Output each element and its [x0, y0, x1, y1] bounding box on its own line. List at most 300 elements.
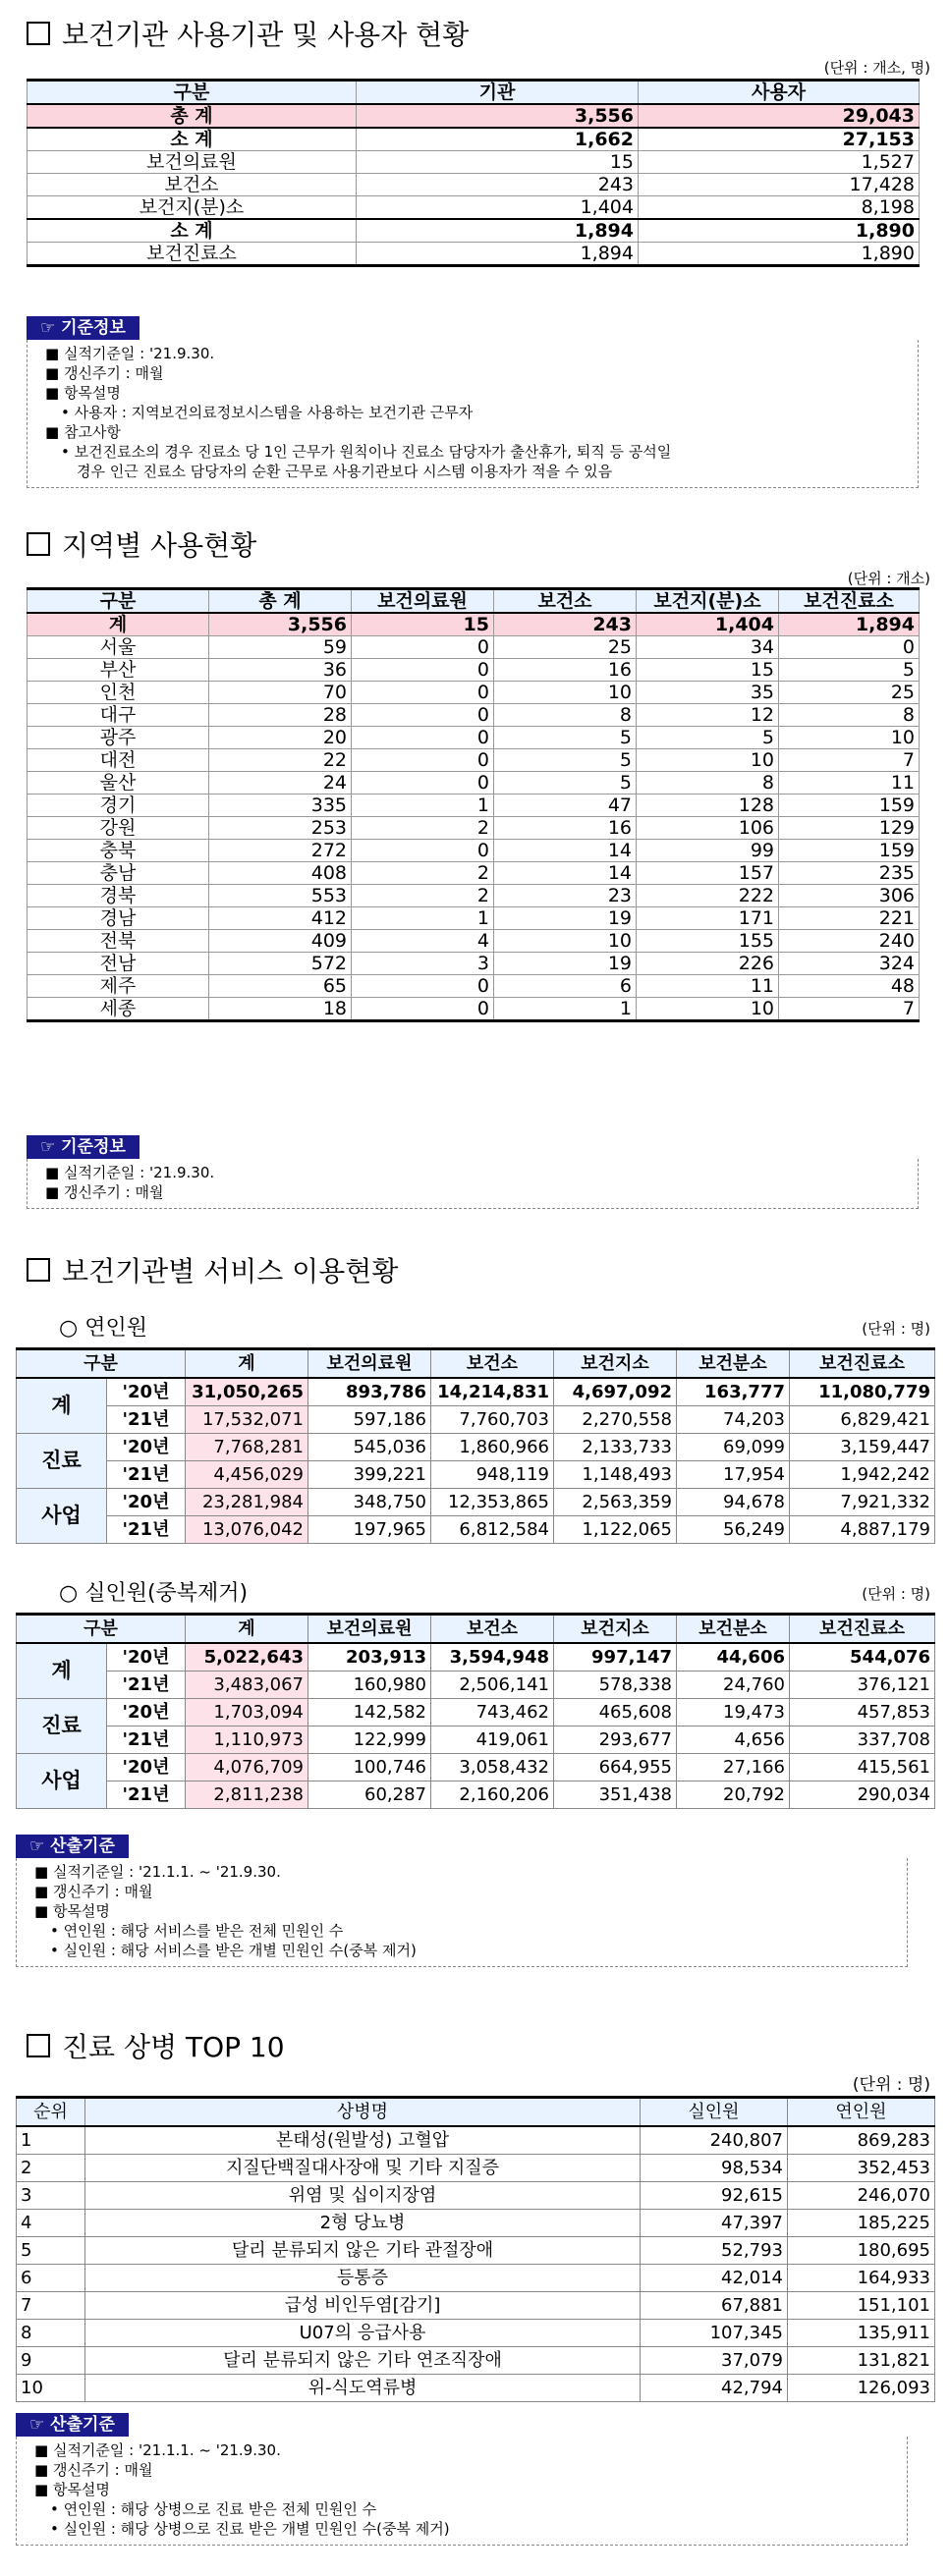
- info-tag: ☞ 기준정보: [27, 316, 140, 340]
- table-cell: 10: [494, 682, 637, 704]
- table-cell: 10: [637, 998, 779, 1021]
- table-cell: 3,483,067: [186, 1672, 308, 1699]
- bullet-icon: •: [50, 2520, 64, 2538]
- table-cell: 1,122,065: [554, 1516, 677, 1544]
- table-cell: 5: [494, 772, 637, 795]
- table-cell: 5: [494, 727, 637, 749]
- table-row: [28, 862, 920, 885]
- info-text: 보건진료소의 경우 진료소 당 1인 근무가 원칙이나 진료소 담당자가 출산휴가, 퇴직 등 공석일: [74, 443, 672, 461]
- table-cell: 74,203: [677, 1406, 790, 1434]
- table-cell: 409: [209, 930, 352, 953]
- disease-name: 위-식도역류병: [85, 2375, 641, 2402]
- table-cell: 34: [637, 636, 779, 659]
- table-cell: 185,225: [788, 2210, 935, 2237]
- table-cell: 376,121: [790, 1672, 935, 1699]
- rank-cell: 7: [17, 2292, 85, 2320]
- info-line: [45, 363, 900, 383]
- table-cell: 222: [637, 885, 779, 907]
- table-cell: 1: [494, 998, 637, 1021]
- column-header: 보건지소: [554, 1615, 677, 1644]
- table-row: [28, 885, 920, 907]
- table-cell: 335: [209, 795, 352, 817]
- table-cell: 1,662: [357, 128, 639, 151]
- info-text: 항목설명: [52, 2481, 110, 2498]
- column-header: 구분: [28, 589, 209, 614]
- table-cell: 17,954: [677, 1461, 790, 1489]
- year-label: '20년: [107, 1699, 186, 1726]
- row-label: 소 계: [28, 128, 357, 151]
- table-cell: 3,556: [357, 104, 639, 128]
- row-label: 서울: [28, 636, 209, 659]
- column-header: 보건지소: [554, 1349, 677, 1379]
- table-cell: 160,980: [308, 1672, 431, 1699]
- table-row: [17, 1378, 935, 1406]
- row-label: 총 계: [28, 104, 357, 128]
- table-cell: 12,353,865: [431, 1489, 554, 1516]
- table-cell: 0: [352, 998, 494, 1021]
- table-cell: 226: [637, 953, 779, 975]
- table-cell: 23,281,984: [186, 1489, 308, 1516]
- info-line: [45, 442, 900, 462]
- rank-cell: 5: [17, 2237, 85, 2265]
- column-header: 보건소: [431, 1349, 554, 1379]
- table-row: [28, 174, 920, 196]
- column-header: 구분: [17, 1349, 186, 1379]
- s4-unit: (단위 : 명): [852, 2075, 930, 2095]
- column-header: 연인원: [788, 2098, 935, 2127]
- column-header: 보건소: [431, 1615, 554, 1644]
- s1-table-wrap: [27, 79, 919, 267]
- row-label: 전북: [28, 930, 209, 953]
- table-cell: 13,076,042: [186, 1516, 308, 1544]
- s3-b-unit: (단위 : 명): [862, 1585, 930, 1603]
- table-cell: 7: [779, 998, 920, 1021]
- info-text: 실적기준일 : '21.1.1. ~ '21.9.30.: [52, 2441, 281, 2459]
- row-label: 강원: [28, 817, 209, 840]
- table-cell: 48: [779, 975, 920, 998]
- table-cell: 92,615: [641, 2182, 788, 2210]
- square-icon: [27, 22, 50, 45]
- table-cell: 545,036: [308, 1434, 431, 1461]
- table-row: [28, 196, 920, 220]
- table-cell: 0: [352, 682, 494, 704]
- table-cell: 5: [637, 727, 779, 749]
- table-cell: 8,198: [639, 196, 920, 220]
- table-cell: 29,043: [639, 104, 920, 128]
- info-line: [34, 1882, 889, 1901]
- table-cell: 3,594,948: [431, 1643, 554, 1672]
- table-row: [17, 2237, 935, 2265]
- disease-name: 달리 분류되지 않은 기타 연조직장애: [85, 2347, 641, 2375]
- year-label: '20년: [107, 1643, 186, 1672]
- s3-b-title: ○ 실인원(중복제거): [59, 1581, 249, 1606]
- row-label: 보건진료소: [28, 243, 357, 266]
- table-cell: 306: [779, 885, 920, 907]
- bullet-icon: ■: [45, 364, 64, 382]
- table-cell: 42,794: [641, 2375, 788, 2402]
- table-row: [28, 998, 920, 1021]
- info-text: 갱신주기 : 매월: [52, 2461, 153, 2479]
- table-row: [28, 219, 920, 243]
- table-cell: 0: [352, 636, 494, 659]
- table-cell: 12: [637, 704, 779, 727]
- table-cell: 14: [494, 840, 637, 862]
- table-cell: 36: [209, 659, 352, 682]
- table-cell: 14: [494, 862, 637, 885]
- table-row: [28, 975, 920, 998]
- year-label: '21년: [107, 1406, 186, 1434]
- table-cell: 67,881: [641, 2292, 788, 2320]
- info-line: [45, 403, 900, 422]
- bullet-icon: ■: [34, 1883, 53, 1900]
- table-cell: 408: [209, 862, 352, 885]
- table-cell: 197,965: [308, 1516, 431, 1544]
- table-cell: 246,070: [788, 2182, 935, 2210]
- table-cell: 2,160,206: [431, 1781, 554, 1809]
- table-cell: 6,829,421: [790, 1406, 935, 1434]
- table-row: [17, 2292, 935, 2320]
- table-cell: 11: [779, 772, 920, 795]
- info-text: 참고사항: [63, 423, 121, 441]
- bullet-icon: •: [50, 1942, 64, 1959]
- table-cell: 180,695: [788, 2237, 935, 2265]
- table-row: [17, 1406, 935, 1434]
- table-cell: 1,110,973: [186, 1726, 308, 1754]
- info-text: 실인원 : 해당 서비스를 받은 개별 민원인 수(중복 제거): [63, 1942, 417, 1959]
- table-cell: 4,697,092: [554, 1378, 677, 1406]
- info-text: 연인원 : 해당 서비스를 받은 전체 민원인 수: [63, 1922, 344, 1940]
- table-cell: 399,221: [308, 1461, 431, 1489]
- usage-institution-table: [27, 79, 920, 267]
- table-row: [17, 2320, 935, 2347]
- table-cell: 1,404: [357, 196, 639, 220]
- row-group-label: 계: [17, 1378, 107, 1434]
- info-line: [45, 422, 900, 442]
- table-cell: 171: [637, 907, 779, 930]
- table-cell: 572: [209, 953, 352, 975]
- table-cell: 465,608: [554, 1699, 677, 1726]
- rank-cell: 4: [17, 2210, 85, 2237]
- table-cell: 27,166: [677, 1754, 790, 1781]
- table-cell: 272: [209, 840, 352, 862]
- table-row: [28, 243, 920, 266]
- rank-cell: 3: [17, 2182, 85, 2210]
- table-row: [28, 817, 920, 840]
- info-box: [16, 2437, 908, 2546]
- table-row: [17, 2126, 935, 2155]
- info-text: 실적기준일 : '21.9.30.: [63, 1164, 215, 1181]
- bullet-icon: ■: [45, 1164, 64, 1181]
- info-text: 항목설명: [63, 384, 121, 402]
- row-label: 광주: [28, 727, 209, 749]
- table-cell: 4,887,179: [790, 1516, 935, 1544]
- table-cell: 128: [637, 795, 779, 817]
- year-label: '20년: [107, 1434, 186, 1461]
- table-cell: 94,678: [677, 1489, 790, 1516]
- table-cell: 131,821: [788, 2347, 935, 2375]
- section2-title: 지역별 사용현황: [27, 524, 256, 564]
- row-label: 제주: [28, 975, 209, 998]
- table-row: [28, 953, 920, 975]
- table-cell: 1,404: [637, 613, 779, 636]
- rank-cell: 2: [17, 2155, 85, 2182]
- column-header: 구분: [17, 1615, 186, 1644]
- table-cell: 164,933: [788, 2265, 935, 2292]
- table-cell: 69,099: [677, 1434, 790, 1461]
- year-label: '20년: [107, 1378, 186, 1406]
- info-text: 실인원 : 해당 상병으로 진료 받은 개별 민원인 수(중복 제거): [63, 2520, 450, 2538]
- s1-info: [27, 316, 919, 488]
- column-header: 계: [186, 1349, 308, 1379]
- table-cell: 10: [779, 727, 920, 749]
- disease-name: 본태성(원발성) 고혈압: [85, 2126, 641, 2155]
- table-cell: 23: [494, 885, 637, 907]
- table-cell: 18: [209, 998, 352, 1021]
- table-cell: 60,287: [308, 1781, 431, 1809]
- disease-name: 2형 당뇨병: [85, 2210, 641, 2237]
- square-icon: [27, 1258, 50, 1282]
- table-cell: 3,556: [209, 613, 352, 636]
- info-text: 실적기준일 : '21.9.30.: [63, 345, 215, 362]
- table-cell: 324: [779, 953, 920, 975]
- row-label: 충남: [28, 862, 209, 885]
- table-cell: 31,050,265: [186, 1378, 308, 1406]
- info-text: 갱신주기 : 매월: [63, 364, 164, 382]
- bullet-icon: ■: [34, 2461, 53, 2479]
- info-line: [45, 344, 900, 363]
- year-label: '21년: [107, 1461, 186, 1489]
- info-line: [34, 2460, 889, 2480]
- header-row: [17, 2098, 935, 2127]
- table-cell: 10: [637, 749, 779, 772]
- table-cell: 0: [352, 727, 494, 749]
- table-cell: 142,582: [308, 1699, 431, 1726]
- header-row: [28, 589, 920, 614]
- bullet-icon: ■: [45, 384, 64, 402]
- table-cell: 0: [352, 975, 494, 998]
- header-row: [17, 1615, 935, 1644]
- table-cell: 19,473: [677, 1699, 790, 1726]
- table-cell: 1,894: [779, 613, 920, 636]
- table-cell: 0: [352, 704, 494, 727]
- year-label: '21년: [107, 1516, 186, 1544]
- column-header: 구분: [28, 81, 357, 105]
- table-cell: 544,076: [790, 1643, 935, 1672]
- table-cell: 126,093: [788, 2375, 935, 2402]
- table-cell: 24: [209, 772, 352, 795]
- table-row: [28, 613, 920, 636]
- table-row: [17, 1461, 935, 1489]
- table-cell: 203,913: [308, 1643, 431, 1672]
- table-cell: 47,397: [641, 2210, 788, 2237]
- bullet-icon: ■: [34, 2441, 53, 2459]
- table-cell: 16: [494, 817, 637, 840]
- row-label: 세종: [28, 998, 209, 1021]
- table-row: [28, 151, 920, 174]
- table-cell: 56,249: [677, 1516, 790, 1544]
- table-cell: 4,456,029: [186, 1461, 308, 1489]
- table-cell: 15: [352, 613, 494, 636]
- info-line: [34, 2499, 889, 2519]
- s4-table-wrap: [16, 2096, 934, 2402]
- table-cell: 6,812,584: [431, 1516, 554, 1544]
- table-cell: 240,807: [641, 2126, 788, 2155]
- table-cell: 17,428: [639, 174, 920, 196]
- disease-name: 급성 비인두염[감기]: [85, 2292, 641, 2320]
- table-cell: 159: [779, 840, 920, 862]
- bullet-icon: ■: [34, 1902, 53, 1920]
- table-row: [28, 128, 920, 151]
- table-row: [17, 2265, 935, 2292]
- table-cell: 20: [209, 727, 352, 749]
- table-cell: 25: [779, 682, 920, 704]
- row-label: 충북: [28, 840, 209, 862]
- table-cell: 4,076,709: [186, 1754, 308, 1781]
- column-header: 보건진료소: [779, 589, 920, 614]
- row-label: 보건지(분)소: [28, 196, 357, 220]
- table-row: [17, 2182, 935, 2210]
- table-row: [17, 1434, 935, 1461]
- table-cell: 3,058,432: [431, 1754, 554, 1781]
- info-box: [16, 1858, 908, 1967]
- table-cell: 35: [637, 682, 779, 704]
- row-label: 소 계: [28, 219, 357, 243]
- section3-title: 보건기관별 서비스 이용현황: [27, 1250, 398, 1289]
- table-row: [28, 659, 920, 682]
- table-cell: 24,760: [677, 1672, 790, 1699]
- table-row: [17, 2375, 935, 2402]
- bullet-icon: ■: [45, 1183, 64, 1201]
- row-label: 계: [28, 613, 209, 636]
- table-row: [17, 1489, 935, 1516]
- table-cell: 52,793: [641, 2237, 788, 2265]
- info-line: [34, 2519, 889, 2539]
- square-icon: [27, 532, 50, 556]
- rank-cell: 6: [17, 2265, 85, 2292]
- row-label: 경남: [28, 907, 209, 930]
- rank-cell: 9: [17, 2347, 85, 2375]
- info-text: 경우 인근 진료소 담당자의 순환 근무로 사용기관보다 시스템 이용자가 적을 수 있음: [77, 463, 613, 480]
- disease-name: 달리 분류되지 않은 기타 관절장애: [85, 2237, 641, 2265]
- table-cell: 16: [494, 659, 637, 682]
- row-label: 경북: [28, 885, 209, 907]
- column-header: 총 계: [209, 589, 352, 614]
- info-line: [34, 1941, 889, 1960]
- table-cell: 70: [209, 682, 352, 704]
- table-cell: 7,921,332: [790, 1489, 935, 1516]
- table-cell: 15: [637, 659, 779, 682]
- table-row: [28, 749, 920, 772]
- section4-title: 진료 상병 TOP 10: [27, 2026, 285, 2065]
- table-cell: 3: [352, 953, 494, 975]
- table-row: [17, 2347, 935, 2375]
- table-row: [28, 704, 920, 727]
- column-header: 보건의료원: [308, 1615, 431, 1644]
- table-cell: 743,462: [431, 1699, 554, 1726]
- info-line: [34, 1921, 889, 1941]
- table-cell: 163,777: [677, 1378, 790, 1406]
- info-line: [34, 1901, 889, 1921]
- table-cell: 253: [209, 817, 352, 840]
- table-cell: 553: [209, 885, 352, 907]
- table-cell: 0: [779, 636, 920, 659]
- bullet-icon: •: [61, 443, 75, 461]
- bullet-icon: •: [50, 1922, 64, 1940]
- table-cell: 0: [352, 840, 494, 862]
- column-header: 순위: [17, 2098, 85, 2127]
- table-cell: 4,656: [677, 1726, 790, 1754]
- s2-unit: (단위 : 개소): [847, 570, 930, 587]
- section1-title: 보건기관 사용기관 및 사용자 현황: [27, 14, 469, 53]
- table-cell: 5: [494, 749, 637, 772]
- table-cell: 948,119: [431, 1461, 554, 1489]
- column-header: 보건의료원: [352, 589, 494, 614]
- bullet-icon: ■: [45, 345, 64, 362]
- table-row: [28, 772, 920, 795]
- table-cell: 893,786: [308, 1378, 431, 1406]
- table-row: [28, 104, 920, 128]
- table-cell: 235: [779, 862, 920, 885]
- table-cell: 157: [637, 862, 779, 885]
- table-cell: 1,148,493: [554, 1461, 677, 1489]
- disease-name: 등통증: [85, 2265, 641, 2292]
- table-cell: 129: [779, 817, 920, 840]
- table-cell: 2: [352, 817, 494, 840]
- table-cell: 22: [209, 749, 352, 772]
- year-label: '21년: [107, 1672, 186, 1699]
- info-tag: ☞ 기준정보: [27, 1135, 140, 1159]
- table-cell: 106: [637, 817, 779, 840]
- table-cell: 8: [637, 772, 779, 795]
- table-cell: 11,080,779: [790, 1378, 935, 1406]
- table-cell: 8: [494, 704, 637, 727]
- table-cell: 243: [494, 613, 637, 636]
- bullet-icon: ■: [34, 1863, 53, 1881]
- table-cell: 155: [637, 930, 779, 953]
- table-cell: 151,101: [788, 2292, 935, 2320]
- column-header: 기관: [357, 81, 639, 105]
- table-cell: 2,133,733: [554, 1434, 677, 1461]
- year-label: '21년: [107, 1781, 186, 1809]
- table-cell: 293,677: [554, 1726, 677, 1754]
- info-line: [45, 1163, 900, 1182]
- s1-unit: (단위 : 개소, 명): [823, 59, 930, 77]
- table-cell: 243: [357, 174, 639, 196]
- table-cell: 419,061: [431, 1726, 554, 1754]
- rank-cell: 8: [17, 2320, 85, 2347]
- s4-info: [16, 2413, 908, 2546]
- info-text: 실적기준일 : '21.1.1. ~ '21.9.30.: [52, 1863, 281, 1881]
- table-cell: 1,860,966: [431, 1434, 554, 1461]
- s3-a-table-wrap: [16, 1347, 934, 1544]
- row-label: 인천: [28, 682, 209, 704]
- info-box: [27, 340, 919, 488]
- table-row: [17, 1643, 935, 1672]
- info-text: 갱신주기 : 매월: [63, 1183, 164, 1201]
- table-cell: 5,022,643: [186, 1643, 308, 1672]
- table-row: [17, 1781, 935, 1809]
- table-row: [28, 795, 920, 817]
- year-label: '21년: [107, 1726, 186, 1754]
- table-row: [28, 727, 920, 749]
- table-cell: 1,894: [357, 243, 639, 266]
- table-cell: 1,703,094: [186, 1699, 308, 1726]
- year-label: '20년: [107, 1489, 186, 1516]
- s2-info: [27, 1135, 919, 1209]
- info-line: [34, 1862, 889, 1882]
- table-cell: 3,159,447: [790, 1434, 935, 1461]
- row-group-label: 계: [17, 1643, 107, 1699]
